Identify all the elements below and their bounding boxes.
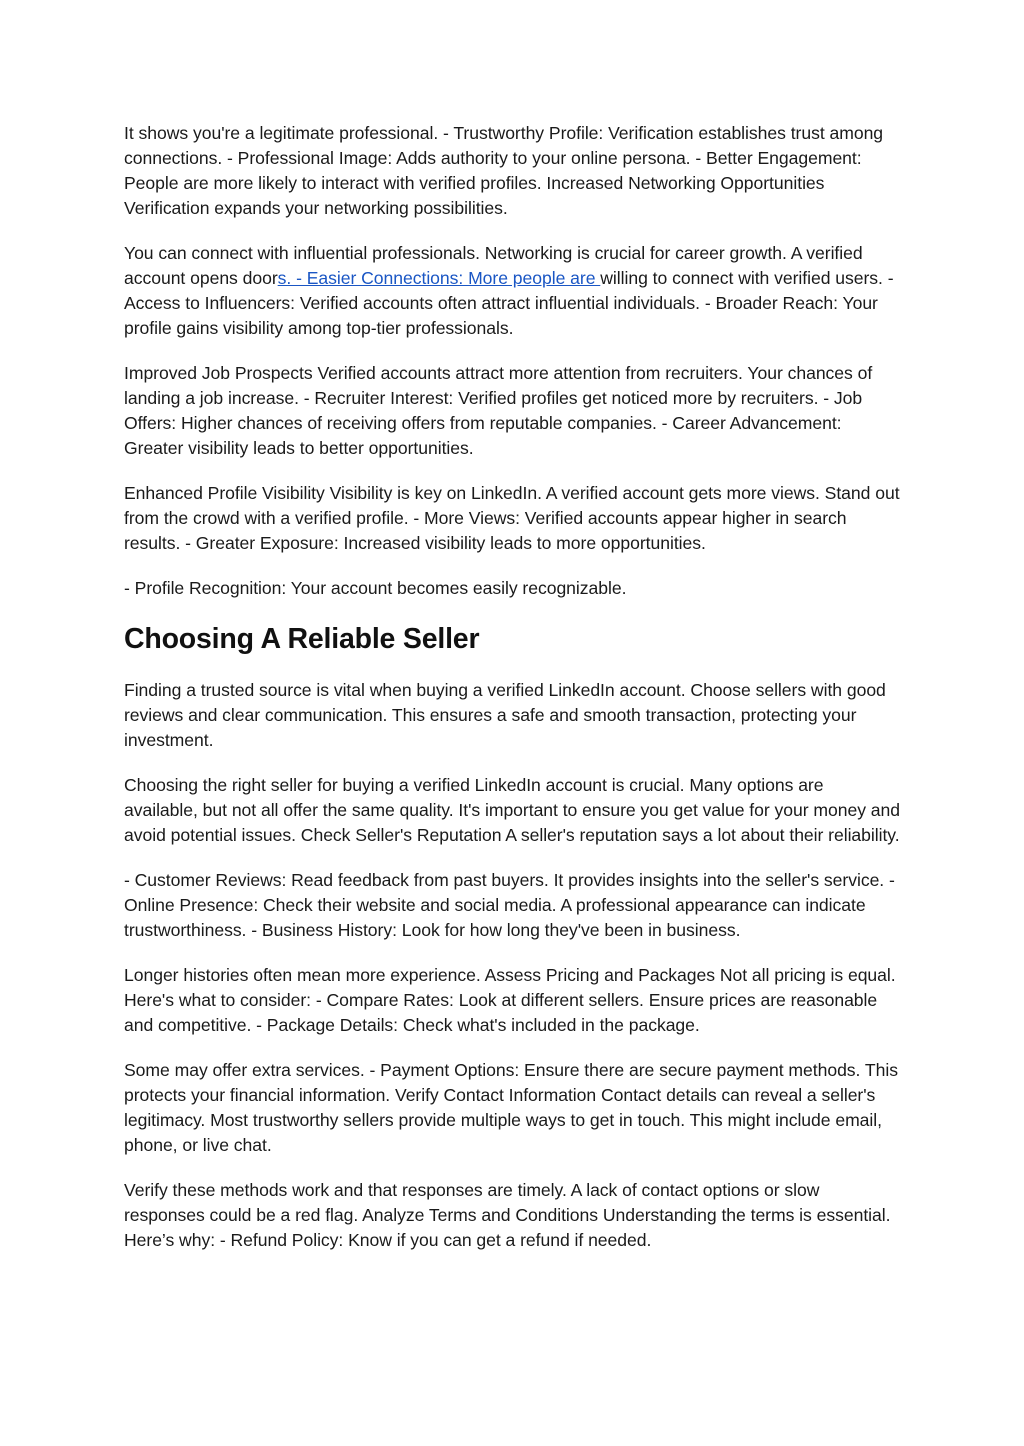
paragraph-networking bbox=[124, 241, 900, 341]
paragraph-pricing: Longer histories often mean more experience. Assess Pricing and Packages Not all pricing is equal. Here's what to consider: - Compare Rates: Look at different sellers. Ensure prices are reasonable and competitive. - Package Details: Check what's included in the package. bbox=[124, 965, 896, 1035]
paragraph-profile-visibility: Enhanced Profile Visibility Visibility is key on LinkedIn. A verified account gets more views. Stand out from the crowd with a verified profile. - More Views: Verified accounts appear higher in search results. - Greater Exposure: Increased visibility leads to more opportunities. bbox=[124, 483, 900, 553]
paragraph-trusted-source: Finding a trusted source is vital when buying a verified LinkedIn account. Choose sellers with good reviews and clear communication. This ensures a safe and smooth transaction, protecting your investment. bbox=[124, 680, 886, 750]
document-page bbox=[124, 121, 900, 1273]
paragraph-right-seller: Choosing the right seller for buying a verified LinkedIn account is crucial. Many options are available, but not all offer the same quality. It's important to ensure you get value for your money and avoid potential issues. Check Seller's Reputation A seller's reputation says a lot about their reliability. bbox=[124, 775, 900, 845]
section-heading: Choosing A Reliable Seller bbox=[124, 623, 480, 655]
paragraph-networking-text-end: willing to connect with verified users. - Access to Influencers: Verified accounts often attract influential individuals. - Broader Reach: Your profile gains visibility among top-tier professionals. bbox=[124, 268, 894, 338]
paragraph-job-prospects: Improved Job Prospects Verified accounts attract more attention from recruiters. Your chances of landing a job increase. - Recruiter Interest: Verified profiles get noticed more by recruiters. - Job Offers: Higher chances of receiving offers from reputable companies. - Career Advancement: Greater visibility leads to better opportunities. bbox=[124, 363, 873, 458]
paragraph-customer-reviews: - Customer Reviews: Read feedback from past buyers. It provides insights into the seller's service. - Online Presence: Check their website and social media. A professional appearance can indicate trustworthiness. - Business History: Look for how long they've been in business. bbox=[124, 870, 895, 940]
easier-connections-link[interactable]: s. - Easier Connections: More people are bbox=[277, 268, 601, 288]
paragraph-profile-recognition: - Profile Recognition: Your account becomes easily recognizable. bbox=[124, 578, 627, 598]
paragraph-verification-benefits: It shows you're a legitimate professional. - Trustworthy Profile: Verification establishes trust among connections. - Professional Image: Adds authority to your online persona. - Better Engagement: People are more likely to interact with verified profiles. Increased Networking Opportunities Verification expands your networking possibilities. bbox=[124, 123, 884, 218]
paragraph-networking-text-start: You can connect with influential professionals. Networking is crucial for career growth. A verified account opens door bbox=[124, 243, 863, 288]
paragraph-payment-contact: Some may offer extra services. - Payment Options: Ensure there are secure payment methods. This protects your financial information. Verify Contact Information Contact details can reveal a seller's legitimacy. Most trustworthy sellers provide multiple ways to get in touch. This might include email, phone, or live chat. bbox=[124, 1060, 898, 1155]
paragraph-terms: Verify these methods work and that responses are timely. A lack of contact options or slow responses could be a red flag. Analyze Terms and Conditions Understanding the terms is essential. Here’s why: - Refund Policy: Know if you can get a refund if needed. bbox=[124, 1180, 891, 1250]
